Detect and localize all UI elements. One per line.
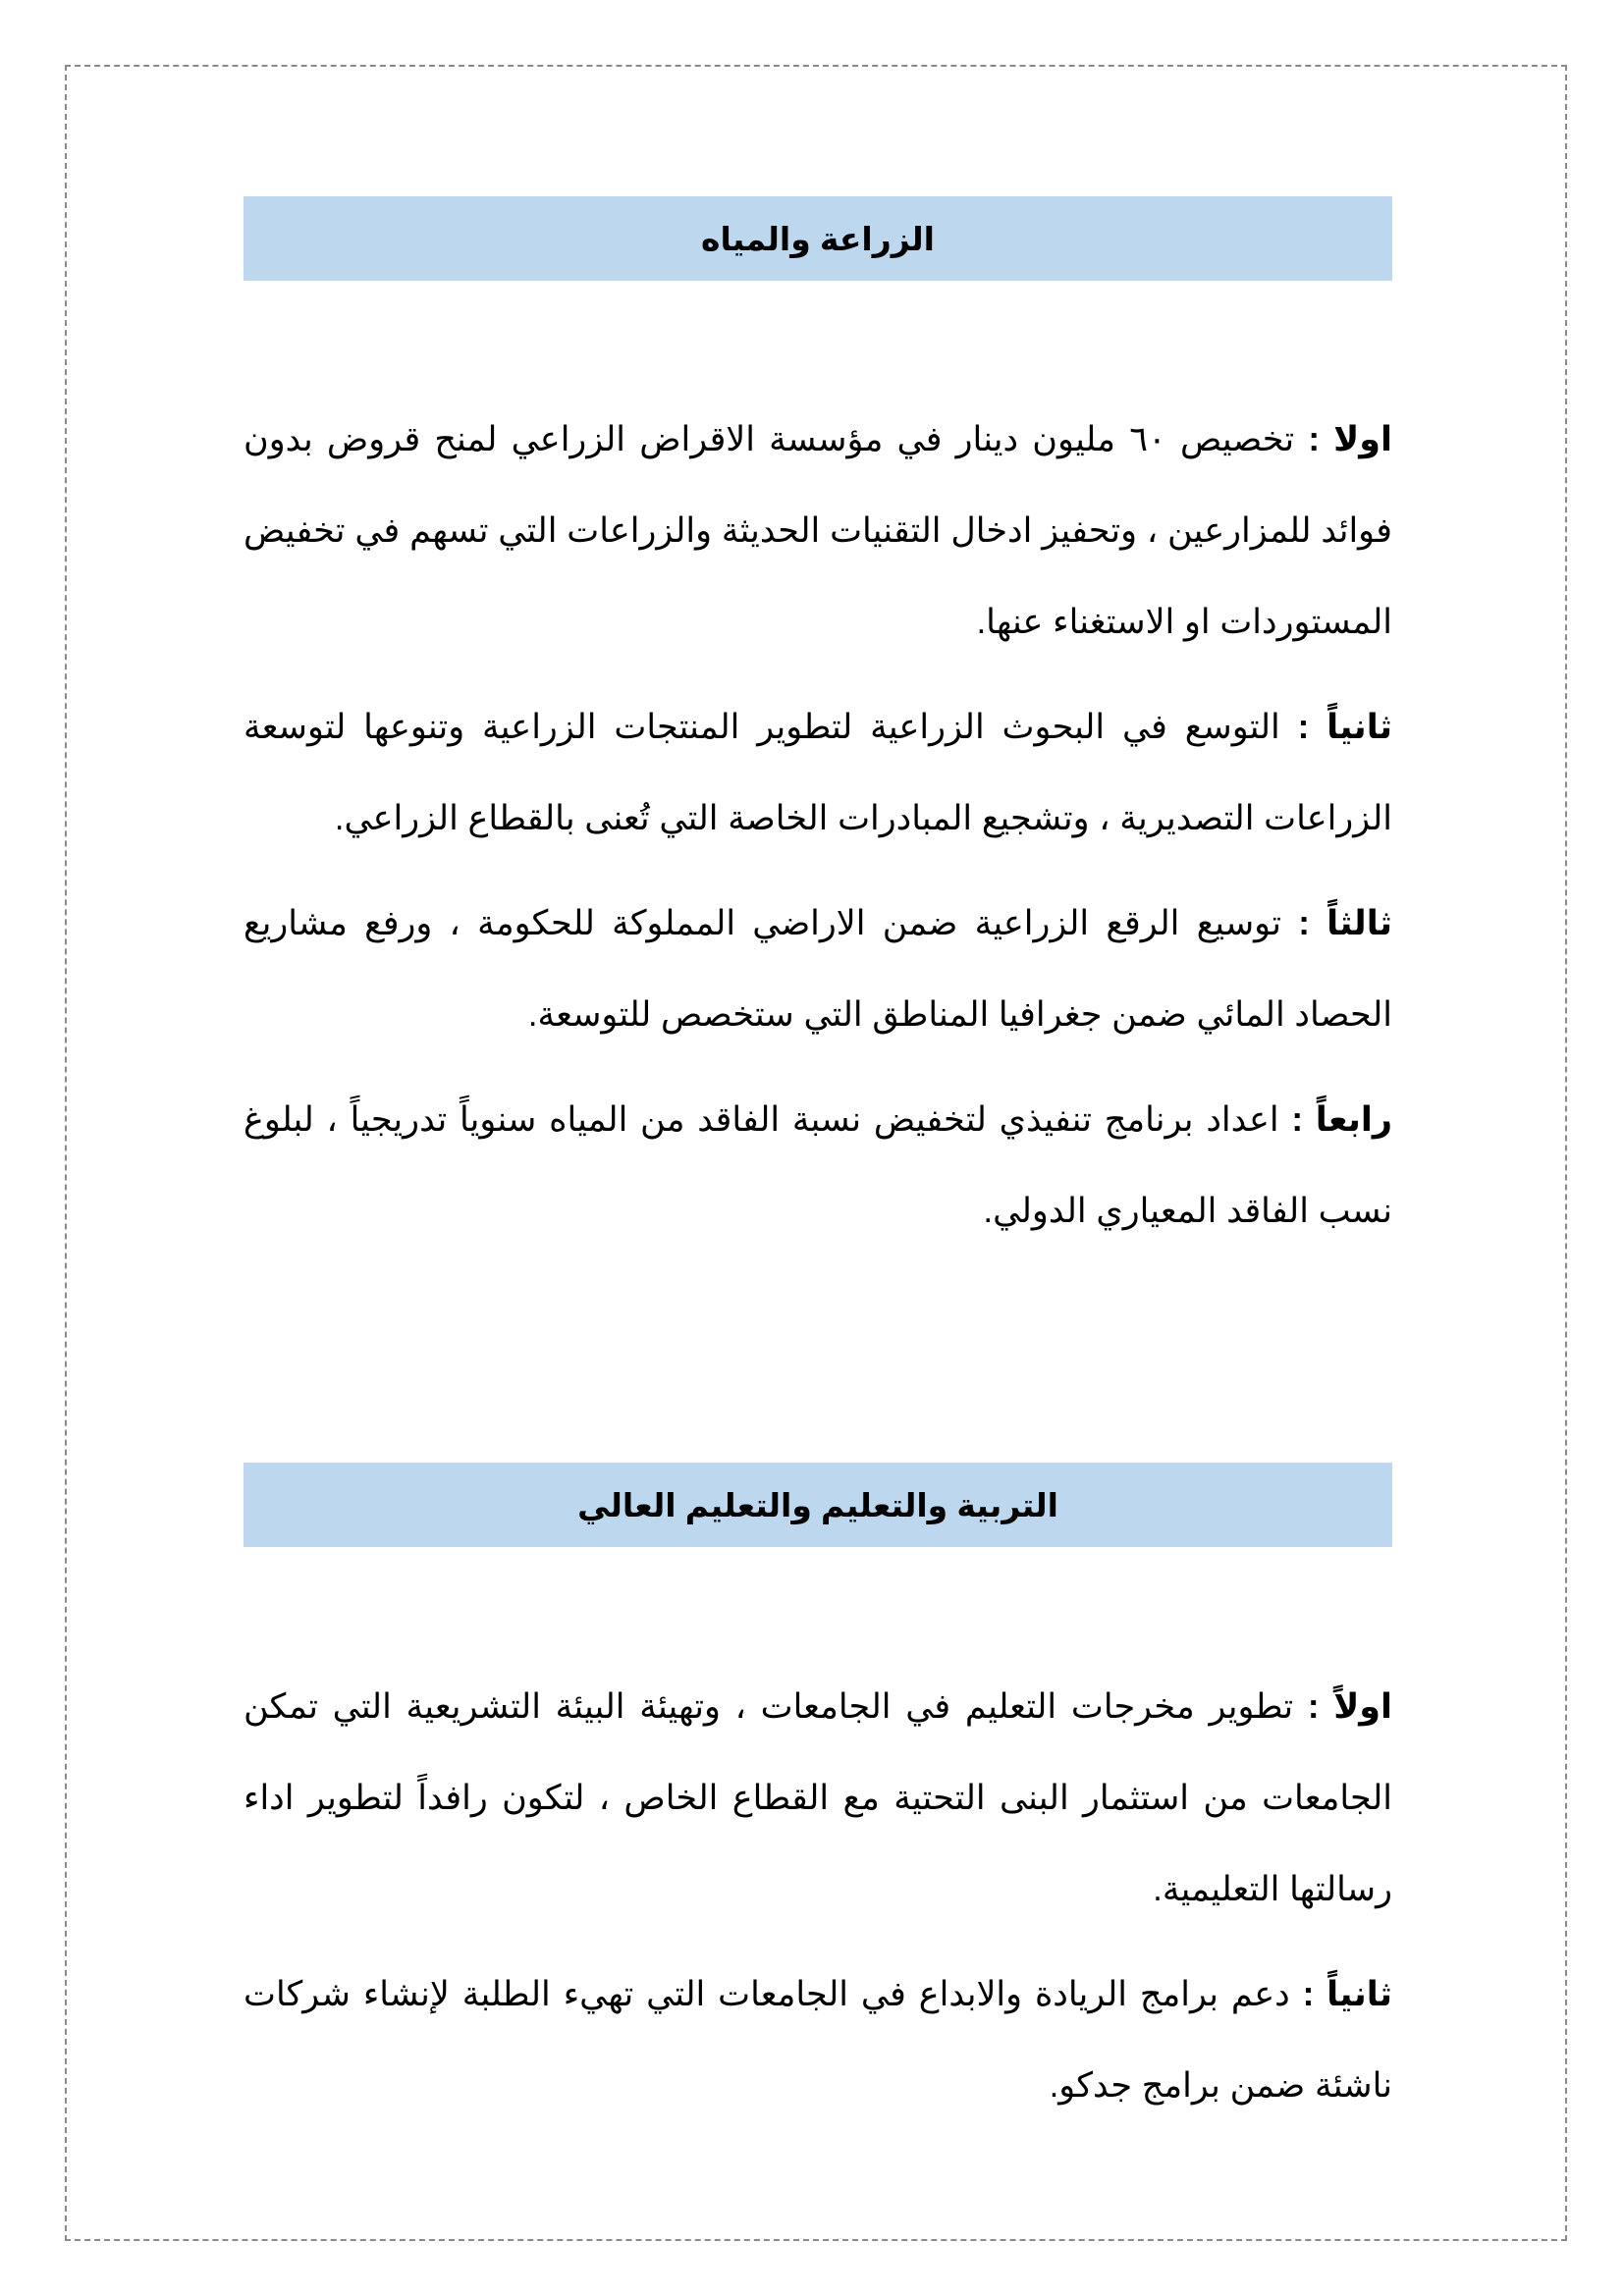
section-title: التربية والتعليم والتعليم العالي [577, 1486, 1058, 1523]
paragraph-second [244, 681, 1392, 864]
section-body-education [244, 1661, 1392, 2131]
section-header-agriculture [244, 196, 1392, 281]
paragraph-first [244, 1661, 1392, 1935]
paragraph-lead: ثالثاً : [1298, 904, 1392, 942]
paragraph-lead: اولا : [1308, 420, 1392, 458]
paragraph-text: دعم برامج الريادة والابداع في الجامعات التي تهيء الطلبة لإنشاء شركات ناشئة ضمن برامج جدكو. [244, 1975, 1392, 2105]
section-title: الزراعة والمياه [701, 220, 935, 257]
paragraph-lead: رابعاً : [1291, 1100, 1392, 1139]
paragraph-third [244, 878, 1392, 1060]
paragraph-lead: اولاً : [1307, 1687, 1393, 1726]
paragraph-text: اعداد برنامج تنفيذي لتخفيض نسبة الفاقد من المياه سنوياً تدريجياً ، لبلوغ نسب الفاقد المعياري الدولي. [244, 1100, 1392, 1230]
paragraph-first [244, 394, 1392, 667]
paragraph-text: تطوير مخرجات التعليم في الجامعات ، وتهيئة البيئة التشريعية التي تمكن الجامعات من استثمار البنى التحتية مع القطاع الخاص ، لتكون رافداً لتطوير اداء رسالتها التعليمية. [244, 1687, 1392, 1908]
paragraph-text: توسيع الرقع الزراعية ضمن الاراضي المملوكة للحكومة ، ورفع مشاريع الحصاد المائي ضمن جغرافيا المناطق التي ستخصص للتوسعة. [244, 904, 1392, 1034]
section-body-agriculture [244, 394, 1392, 1256]
paragraph-second [244, 1949, 1392, 2131]
paragraph-text: التوسع في البحوث الزراعية لتطوير المنتجات الزراعية وتنوعها لتوسعة الزراعات التصديرية ، وتشجيع المبادرات الخاصة التي تُعنى بالقطاع الزراعي. [244, 708, 1392, 837]
paragraph-fourth [244, 1074, 1392, 1256]
section-header-education [244, 1463, 1392, 1547]
paragraph-text: تخصيص ٦٠ مليون دينار في مؤسسة الاقراض الزراعي لمنح قروض بدون فوائد للمزارعين ، وتحفيز ادخال التقنيات الحديثة والزراعات التي تسهم في تخفيض المستوردات او الاستغناء عنها. [244, 420, 1392, 641]
paragraph-lead: ثانياً : [1302, 1975, 1392, 2013]
paragraph-lead: ثانياً : [1297, 708, 1392, 746]
